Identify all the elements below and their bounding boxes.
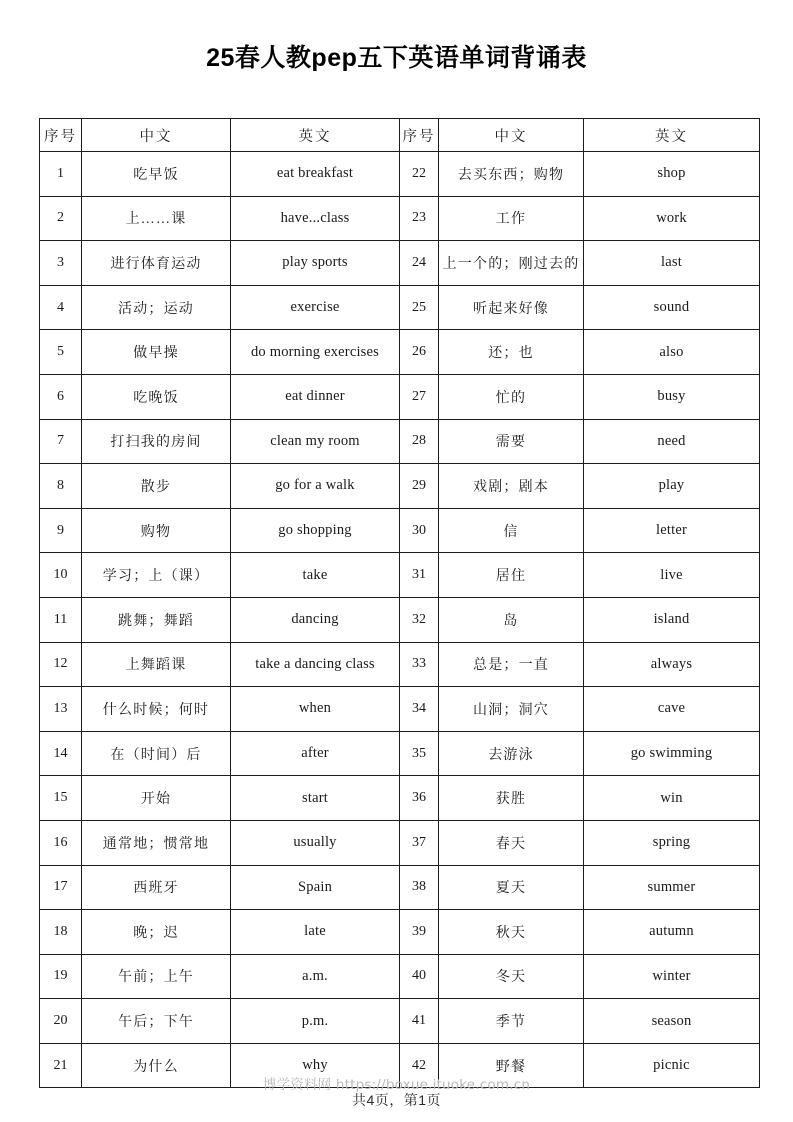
cell-index-left <box>40 419 82 464</box>
cell-index-right-text: 33 <box>412 656 426 672</box>
cell-chinese-right <box>439 597 584 642</box>
cell-index-right-text: 28 <box>412 433 426 449</box>
cell-index-right-text: 37 <box>412 834 426 850</box>
cell-english-right <box>584 508 760 553</box>
cell-chinese-left <box>82 820 231 865</box>
cell-english-right-text: play <box>658 477 685 494</box>
cell-english-left-text: clean my room <box>270 432 360 449</box>
column-header-chinese-left: 中文 <box>82 119 231 152</box>
table-row <box>40 285 760 330</box>
cell-chinese-left <box>82 508 231 553</box>
cell-index-right-text: 31 <box>412 567 426 583</box>
cell-index-left-text: 18 <box>53 923 68 939</box>
cell-chinese-right <box>439 285 584 330</box>
cell-index-right-text: 25 <box>412 299 426 315</box>
cell-index-left <box>40 285 82 330</box>
cell-chinese-right <box>439 374 584 419</box>
cell-chinese-right <box>439 999 584 1044</box>
cell-index-left-text: 19 <box>53 968 68 984</box>
cell-english-right-text: also <box>659 343 684 360</box>
cell-chinese-left-text: 购物 <box>140 524 172 540</box>
cell-index-right-text: 22 <box>412 165 426 181</box>
cell-index-right-text: 24 <box>412 254 426 270</box>
cell-english-left <box>231 419 400 464</box>
cell-english-right <box>584 776 760 821</box>
column-header-index-right: 序号 <box>400 119 439 152</box>
table-row <box>40 330 760 375</box>
cell-chinese-right <box>439 642 584 687</box>
table-row <box>40 597 760 642</box>
table-row <box>40 731 760 776</box>
cell-index-left <box>40 597 82 642</box>
cell-chinese-right-text: 工作 <box>495 212 527 228</box>
cell-chinese-left <box>82 152 231 197</box>
cell-english-left <box>231 330 400 375</box>
table-row <box>40 241 760 286</box>
cell-chinese-right <box>439 776 584 821</box>
cell-english-left-text: eat dinner <box>285 388 345 405</box>
cell-english-left <box>231 865 400 910</box>
cell-index-right-text: 39 <box>412 923 426 939</box>
cell-chinese-right-text: 野餐 <box>495 1059 527 1075</box>
cell-english-right <box>584 374 760 419</box>
cell-index-left <box>40 553 82 598</box>
cell-english-left-text: do morning exercises <box>250 343 380 360</box>
cell-chinese-left <box>82 241 231 286</box>
cell-english-right-text: sound <box>653 299 690 316</box>
cell-english-right-text: spring <box>652 834 691 851</box>
cell-chinese-right <box>439 419 584 464</box>
cell-index-right-text: 32 <box>412 611 426 627</box>
cell-english-right-text: last <box>661 254 682 271</box>
cell-chinese-left <box>82 196 231 241</box>
cell-index-right <box>400 642 439 687</box>
cell-chinese-left <box>82 419 231 464</box>
cell-index-right <box>400 285 439 330</box>
table-body <box>40 152 760 1088</box>
cell-index-left <box>40 687 82 732</box>
cell-chinese-right-text: 春天 <box>495 836 527 852</box>
cell-index-left-text: 2 <box>57 210 64 226</box>
cell-index-left <box>40 330 82 375</box>
cell-english-left <box>231 687 400 732</box>
cell-english-right-text: win <box>660 789 683 806</box>
cell-chinese-left-text: 开始 <box>140 792 172 808</box>
cell-english-left <box>231 731 400 776</box>
table-row <box>40 999 760 1044</box>
cell-index-right <box>400 687 439 732</box>
table-row <box>40 687 760 732</box>
cell-chinese-right <box>439 241 584 286</box>
cell-index-right-text: 27 <box>412 388 426 404</box>
table-row <box>40 865 760 910</box>
cell-index-left <box>40 152 82 197</box>
cell-english-right-text: cave <box>657 700 686 717</box>
cell-index-right <box>400 597 439 642</box>
cell-chinese-left-text: 在（时间）后 <box>110 747 202 763</box>
cell-index-right <box>400 196 439 241</box>
cell-index-left-text: 14 <box>53 745 68 761</box>
table-row <box>40 553 760 598</box>
cell-chinese-left-text: 西班牙 <box>133 881 179 897</box>
cell-chinese-right-text: 上一个的；刚过去的 <box>442 256 580 272</box>
cell-index-right <box>400 374 439 419</box>
vocabulary-table <box>39 118 760 1088</box>
table-row <box>40 954 760 999</box>
cell-index-left-text: 5 <box>57 344 64 360</box>
cell-chinese-left <box>82 776 231 821</box>
cell-english-right-text: summer <box>647 878 696 895</box>
cell-index-left-text: 9 <box>57 522 64 538</box>
cell-english-left <box>231 597 400 642</box>
cell-english-left <box>231 374 400 419</box>
cell-english-right-text: live <box>660 566 683 583</box>
cell-index-right-text: 30 <box>412 522 426 538</box>
cell-chinese-left-text: 散步 <box>140 479 172 495</box>
cell-english-left <box>231 642 400 687</box>
cell-index-right-text: 36 <box>412 790 426 806</box>
cell-english-left <box>231 464 400 509</box>
cell-english-left-text: why <box>302 1057 328 1074</box>
cell-english-left-text: dancing <box>291 611 339 628</box>
cell-index-left <box>40 820 82 865</box>
page-number-footer: 共4页，第1页 <box>351 1092 442 1108</box>
cell-english-right <box>584 597 760 642</box>
cell-english-right <box>584 865 760 910</box>
table-row <box>40 374 760 419</box>
cell-english-right <box>584 910 760 955</box>
cell-index-left-text: 13 <box>53 700 68 716</box>
cell-english-left <box>231 820 400 865</box>
cell-chinese-right-text: 秋天 <box>495 925 527 941</box>
cell-english-left-text: play sports <box>282 254 348 271</box>
cell-index-left-text: 6 <box>57 388 64 404</box>
cell-english-right <box>584 553 760 598</box>
cell-english-left <box>231 999 400 1044</box>
cell-chinese-right <box>439 820 584 865</box>
cell-english-right <box>584 642 760 687</box>
cell-index-left <box>40 508 82 553</box>
cell-chinese-right-text: 戏剧；剧本 <box>473 479 549 495</box>
cell-english-left-text: a.m. <box>302 967 328 984</box>
cell-chinese-right <box>439 152 584 197</box>
cell-chinese-right <box>439 731 584 776</box>
cell-english-right <box>584 687 760 732</box>
cell-chinese-left <box>82 731 231 776</box>
cell-english-right-text: autumn <box>649 923 694 940</box>
cell-index-right <box>400 865 439 910</box>
cell-chinese-right-text: 居住 <box>495 569 527 585</box>
cell-english-left <box>231 508 400 553</box>
table-row <box>40 196 760 241</box>
cell-chinese-left <box>82 464 231 509</box>
cell-chinese-right <box>439 865 584 910</box>
cell-chinese-left <box>82 687 231 732</box>
cell-chinese-right-text: 夏天 <box>495 881 527 897</box>
cell-english-right <box>584 152 760 197</box>
cell-index-right-text: 41 <box>412 1013 426 1029</box>
cell-index-left-text: 11 <box>53 611 68 627</box>
cell-index-left-text: 21 <box>53 1057 68 1073</box>
cell-chinese-right <box>439 508 584 553</box>
cell-chinese-left-text: 吃早饭 <box>133 167 179 183</box>
cell-english-left-text: have...class <box>280 209 350 226</box>
cell-english-right-text: busy <box>657 388 686 405</box>
cell-english-left <box>231 553 400 598</box>
cell-english-left-text: go shopping <box>278 522 352 539</box>
cell-chinese-left-text: 午后；下午 <box>118 1015 194 1031</box>
cell-english-right <box>584 954 760 999</box>
cell-english-left-text: Spain <box>297 878 333 895</box>
cell-english-right-text: shop <box>657 165 686 182</box>
cell-index-right <box>400 820 439 865</box>
cell-index-left-text: 8 <box>57 477 64 493</box>
cell-chinese-left <box>82 910 231 955</box>
cell-index-right <box>400 910 439 955</box>
cell-index-right-text: 40 <box>412 968 426 984</box>
cell-english-right-text: work <box>656 209 687 226</box>
cell-english-left-text: eat breakfast <box>276 165 354 182</box>
cell-chinese-left-text: 进行体育运动 <box>110 256 202 272</box>
cell-chinese-left-text: 打扫我的房间 <box>110 435 202 451</box>
cell-index-left <box>40 374 82 419</box>
cell-chinese-right-text: 听起来好像 <box>473 301 549 317</box>
cell-index-left-text: 20 <box>53 1013 68 1029</box>
cell-chinese-left-text: 学习；上（课） <box>102 569 210 585</box>
cell-chinese-left <box>82 553 231 598</box>
site-watermark: 博学资料网 https://boxue.ituoke.com.cn <box>262 1077 531 1093</box>
table-row <box>40 642 760 687</box>
cell-index-left-text: 1 <box>57 165 64 181</box>
cell-english-right-text: letter <box>656 522 687 539</box>
cell-english-left-text: start <box>302 789 328 806</box>
cell-chinese-right-text: 去游泳 <box>488 747 534 763</box>
cell-english-left <box>231 196 400 241</box>
cell-index-left <box>40 464 82 509</box>
page-title: 25春人教pep五下英语单词背诵表 <box>206 44 587 72</box>
table-row <box>40 820 760 865</box>
cell-english-right-text: need <box>657 432 686 449</box>
cell-chinese-right <box>439 954 584 999</box>
cell-english-left <box>231 910 400 955</box>
table-header <box>40 119 760 152</box>
table-row <box>40 508 760 553</box>
cell-chinese-left-text: 为什么 <box>133 1059 179 1075</box>
cell-english-right-text: go swimming <box>630 745 713 762</box>
cell-index-left <box>40 865 82 910</box>
cell-index-right-text: 26 <box>412 344 426 360</box>
cell-index-right-text: 23 <box>412 210 426 226</box>
cell-index-right <box>400 508 439 553</box>
cell-chinese-right <box>439 196 584 241</box>
cell-english-left-text: p.m. <box>301 1012 329 1029</box>
cell-chinese-left <box>82 954 231 999</box>
cell-chinese-right <box>439 910 584 955</box>
cell-chinese-right-text: 山洞；洞穴 <box>473 702 549 718</box>
cell-english-left-text: late <box>304 923 326 940</box>
cell-chinese-left-text: 吃晚饭 <box>133 390 179 406</box>
cell-english-right-text: season <box>651 1012 692 1029</box>
cell-chinese-left-text: 上舞蹈课 <box>125 658 187 674</box>
cell-chinese-right-text: 需要 <box>495 435 527 451</box>
cell-english-left <box>231 152 400 197</box>
table-row <box>40 776 760 821</box>
cell-index-left-text: 16 <box>53 834 68 850</box>
cell-english-right-text: island <box>653 611 690 628</box>
cell-index-right-text: 29 <box>412 477 426 493</box>
cell-english-right-text: winter <box>652 967 691 984</box>
cell-english-right <box>584 999 760 1044</box>
cell-chinese-left <box>82 999 231 1044</box>
cell-index-left-text: 10 <box>53 567 68 583</box>
cell-index-right-text: 38 <box>412 879 426 895</box>
table-row <box>40 419 760 464</box>
cell-english-right <box>584 820 760 865</box>
cell-english-left <box>231 954 400 999</box>
cell-english-right <box>584 731 760 776</box>
cell-english-right-text: picnic <box>653 1057 690 1074</box>
cell-english-right <box>584 330 760 375</box>
column-header-chinese-right: 中文 <box>439 119 584 152</box>
cell-index-left-text: 12 <box>53 656 68 672</box>
column-header-english-right: 英文 <box>584 119 760 152</box>
cell-english-left-text: after <box>301 745 329 762</box>
cell-english-right <box>584 196 760 241</box>
cell-chinese-left <box>82 642 231 687</box>
cell-chinese-right-text: 岛 <box>503 613 519 629</box>
table-row <box>40 152 760 197</box>
cell-chinese-right-text: 总是；一直 <box>473 658 549 674</box>
cell-index-right <box>400 731 439 776</box>
cell-chinese-right-text: 季节 <box>495 1015 527 1031</box>
cell-chinese-right-text: 去买东西；购物 <box>457 167 565 183</box>
cell-chinese-left <box>82 285 231 330</box>
cell-index-left <box>40 910 82 955</box>
table-row <box>40 910 760 955</box>
cell-chinese-right <box>439 553 584 598</box>
cell-chinese-left-text: 跳舞；舞蹈 <box>118 613 194 629</box>
cell-index-left <box>40 999 82 1044</box>
cell-english-left-text: take a dancing class <box>255 655 375 672</box>
cell-index-left <box>40 642 82 687</box>
cell-index-right-text: 42 <box>412 1057 426 1073</box>
cell-english-left-text: go for a walk <box>275 477 355 494</box>
cell-index-right <box>400 419 439 464</box>
cell-chinese-left-text: 什么时候；何时 <box>102 702 210 718</box>
cell-index-left <box>40 196 82 241</box>
cell-english-left-text: usually <box>293 834 337 851</box>
cell-index-left <box>40 954 82 999</box>
cell-english-left-text: when <box>298 700 332 717</box>
cell-index-left-text: 3 <box>57 254 64 270</box>
cell-index-right <box>400 464 439 509</box>
cell-english-right <box>584 285 760 330</box>
cell-english-left-text: take <box>302 566 328 583</box>
cell-index-right <box>400 241 439 286</box>
cell-index-right <box>400 954 439 999</box>
cell-chinese-left <box>82 330 231 375</box>
cell-chinese-right-text: 还；也 <box>488 346 534 362</box>
cell-index-right-text: 35 <box>412 745 426 761</box>
table-row <box>40 464 760 509</box>
cell-chinese-left-text: 做早操 <box>133 346 179 362</box>
cell-chinese-left-text: 通常地；惯常地 <box>102 836 210 852</box>
cell-index-right <box>400 553 439 598</box>
cell-chinese-left <box>82 597 231 642</box>
cell-index-left-text: 7 <box>57 433 64 449</box>
cell-index-left-text: 4 <box>57 299 64 315</box>
cell-index-left-text: 17 <box>53 879 68 895</box>
cell-chinese-right-text: 信 <box>503 524 519 540</box>
cell-chinese-right <box>439 687 584 732</box>
cell-chinese-right <box>439 330 584 375</box>
cell-english-left <box>231 241 400 286</box>
table-header-row <box>40 119 760 152</box>
cell-index-right-text: 34 <box>412 700 426 716</box>
cell-index-right <box>400 330 439 375</box>
cell-index-left <box>40 776 82 821</box>
cell-chinese-left <box>82 865 231 910</box>
cell-index-left-text: 15 <box>53 790 68 806</box>
cell-index-right <box>400 152 439 197</box>
cell-english-right <box>584 241 760 286</box>
cell-index-right <box>400 999 439 1044</box>
cell-chinese-right-text: 冬天 <box>495 970 527 986</box>
cell-english-right <box>584 419 760 464</box>
cell-chinese-left-text: 晚；迟 <box>133 925 179 941</box>
cell-index-left <box>40 731 82 776</box>
cell-chinese-left <box>82 374 231 419</box>
cell-chinese-right <box>439 464 584 509</box>
cell-index-left <box>40 241 82 286</box>
cell-english-left <box>231 285 400 330</box>
cell-chinese-left-text: 午前；上午 <box>118 970 194 986</box>
cell-english-left-text: exercise <box>290 299 340 316</box>
column-header-index-left: 序号 <box>40 119 82 152</box>
column-header-english-left: 英文 <box>231 119 400 152</box>
cell-index-right <box>400 776 439 821</box>
cell-chinese-left-text: 上……课 <box>125 212 187 228</box>
cell-chinese-right-text: 获胜 <box>495 792 527 808</box>
cell-chinese-right-text: 忙的 <box>495 390 527 406</box>
cell-chinese-left-text: 活动；运动 <box>118 301 194 317</box>
cell-english-right-text: always <box>650 655 693 672</box>
cell-english-right <box>584 464 760 509</box>
cell-english-left <box>231 776 400 821</box>
